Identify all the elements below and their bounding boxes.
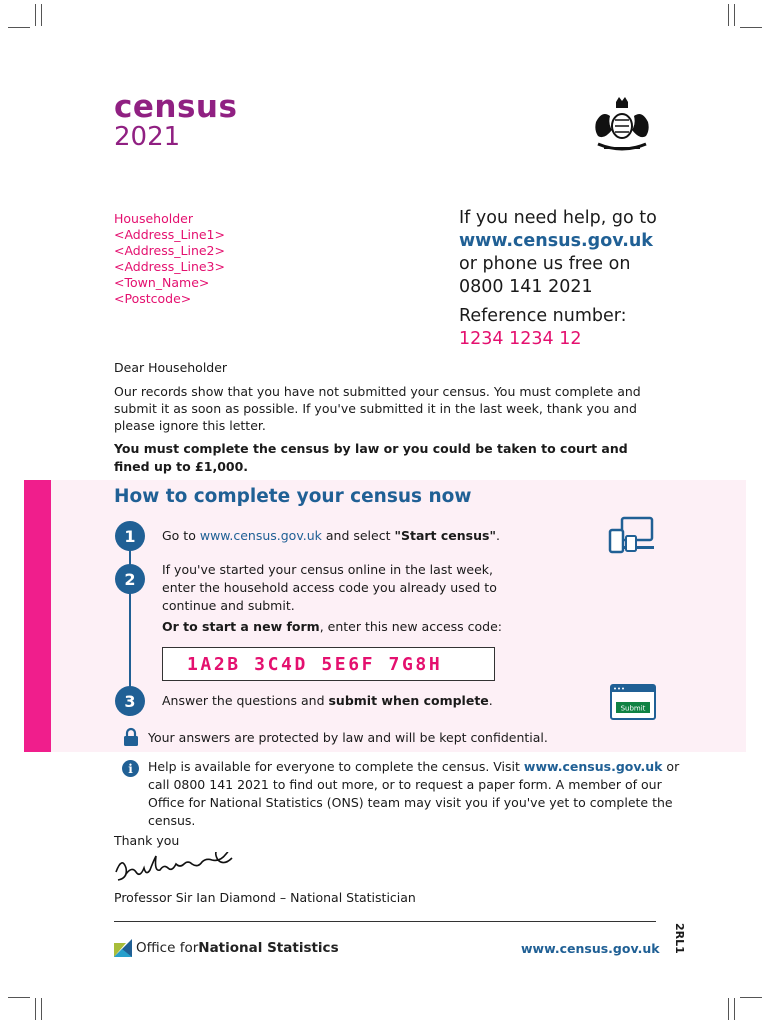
step-text-part: . [488, 693, 493, 708]
confidential-notice [122, 727, 548, 747]
reference-number: 1234 1234 12 [459, 329, 582, 349]
address-line: <Town_Name> [114, 275, 210, 290]
help-line: If you need help, go to [459, 208, 657, 228]
help-box [459, 207, 657, 351]
step-text-part: . [495, 528, 500, 543]
crop-mark [740, 27, 762, 28]
info-text: Help is available for everyone to complete the census. Visit [148, 759, 524, 774]
crop-mark [35, 4, 36, 26]
step-text-bold: "Start census" [394, 528, 496, 543]
step-text-part: , enter this new access code: [319, 619, 502, 634]
thanks-text: Thank you [114, 833, 180, 848]
step-text-bold: Or to start a new form [162, 619, 320, 634]
step-text-part: Answer the questions and [162, 693, 329, 708]
step-text-bold: submit when complete [328, 693, 489, 708]
step-text-part: and select [321, 528, 395, 543]
howto-title: How to complete your census now [114, 486, 472, 507]
crop-mark [728, 4, 729, 26]
address-line: Householder [114, 211, 193, 226]
devices-icon [608, 516, 656, 556]
crop-mark [728, 998, 729, 1020]
step-1-url-link[interactable]: www.census.gov.uk [199, 528, 322, 543]
crop-mark [41, 4, 42, 26]
step-1-text [162, 527, 500, 545]
step-number: 1 [115, 521, 145, 551]
help-info-block [122, 758, 682, 830]
address-line: <Address_Line3> [114, 259, 225, 274]
crop-mark [41, 998, 42, 1020]
help-phone: 0800 141 2021 [459, 277, 593, 297]
step-text-part: Go to [162, 528, 200, 543]
help-line: or phone us free on [459, 254, 631, 274]
crop-mark [734, 4, 735, 26]
lock-icon [122, 727, 140, 747]
footer-url-link[interactable]: www.census.gov.uk [521, 941, 660, 956]
footer-divider [114, 921, 656, 922]
help-url-link[interactable]: www.census.gov.uk [459, 231, 653, 251]
step-text-part: If you've started your census online in the last week, enter the household access code you already used to continue and submit. [162, 562, 497, 613]
step-number: 2 [115, 564, 145, 594]
address-line: <Postcode> [114, 291, 192, 306]
ons-logo-prefix: Office for [136, 940, 199, 956]
address-line: <Address_Line1> [114, 227, 225, 242]
intro-paragraph: Our records show that you have not submitted your census. You must complete and submit it as soon as possible. If you've submitted it in the last week, thank you and please ignore this letter. [114, 384, 641, 433]
census-logo-word: census [114, 89, 238, 125]
crop-mark [8, 27, 30, 28]
crop-mark [35, 998, 36, 1020]
step-3-text [162, 692, 493, 710]
info-url-link[interactable]: www.census.gov.uk [523, 759, 663, 774]
submit-icon-label: Submit [620, 704, 646, 713]
handwritten-signature [112, 852, 246, 886]
info-text: or call 0800 141 2021 to find out more, or to request a paper form. A member of our Office for National Statistics (ONS) team may visit you if you've yet to complete the census. [148, 759, 680, 828]
census-logo-year: 2021 [114, 122, 181, 152]
step-number: 3 [115, 686, 145, 716]
crop-mark [8, 997, 30, 998]
signer-name: Professor Sir Ian Diamond – National Statistician [114, 890, 416, 905]
submit-window-icon [610, 684, 656, 720]
royal-crest-icon [586, 92, 658, 154]
form-code: 2RL1 [673, 923, 686, 954]
legal-warning: You must complete the census by law or you could be taken to court and fined up to £1,000. [114, 441, 628, 474]
ons-logo [114, 939, 339, 957]
crop-mark [734, 998, 735, 1020]
howto-panel-accent-bar [24, 480, 51, 752]
recipient-address [114, 211, 225, 307]
step-2-text [162, 561, 512, 636]
access-code-box: 1A2B 3C4D 5E6F 7G8H [162, 647, 495, 681]
info-icon: i [122, 760, 139, 777]
ons-logo-bold: National Statistics [198, 940, 339, 956]
ons-logo-mark-icon [114, 939, 132, 957]
confidential-text: Your answers are protected by law and will be kept confidential. [148, 729, 548, 745]
crop-mark [740, 997, 762, 998]
greeting: Dear Householder [114, 360, 228, 375]
steps-timeline [129, 536, 131, 702]
address-line: <Address_Line2> [114, 243, 225, 258]
reference-label: Reference number: [459, 306, 627, 326]
